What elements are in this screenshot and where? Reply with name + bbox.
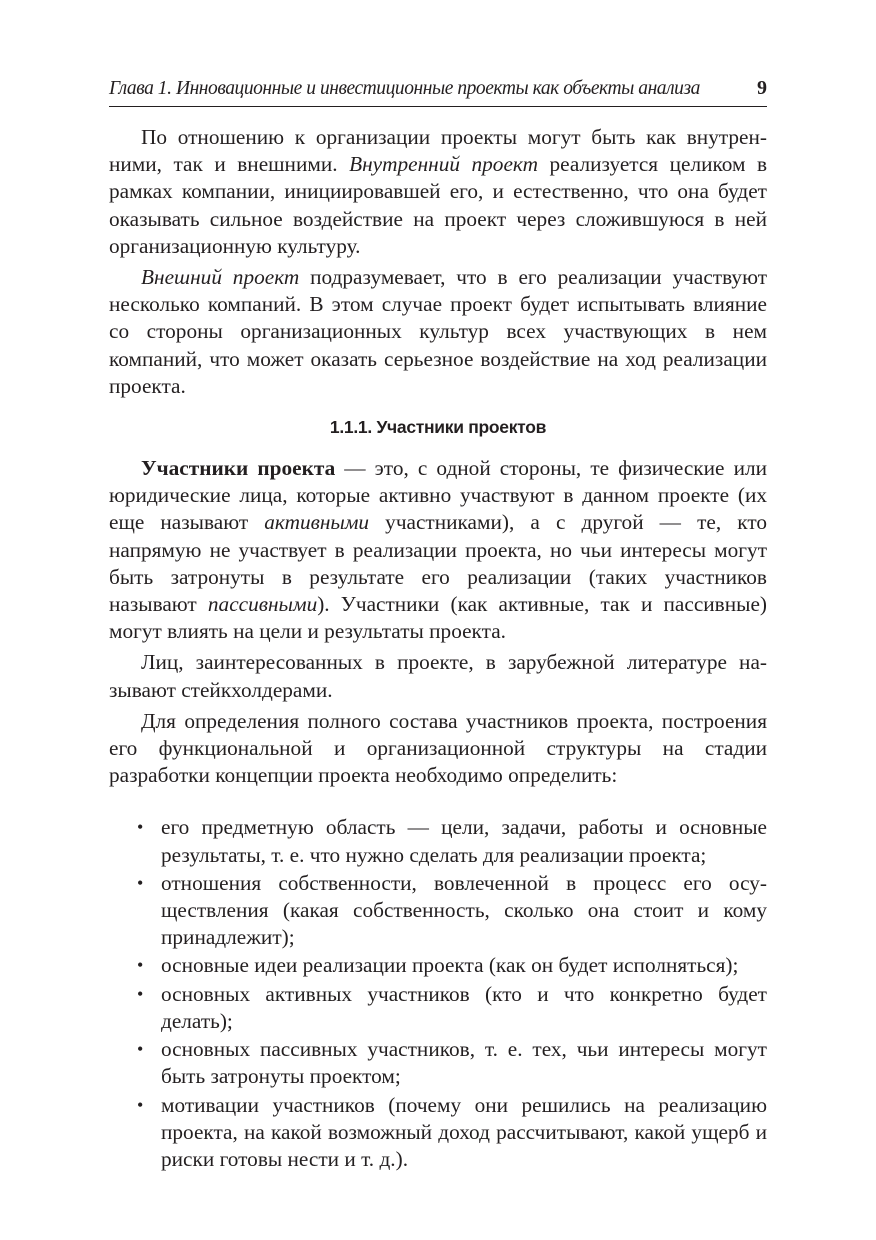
paragraph-text: ). Участники (как активные, так и пассивные) могут влиять на цели и результаты проекта. (109, 592, 767, 644)
list-item-text: мотивации участников (почему они решились на реализацию проекта, на какой возможный доход рассчитывают, какой ущерб и риски готовы нести и т. д.). (161, 1092, 767, 1171)
paragraph-text: участниками), а с другой — те, кто напрямую не участвует в реализации проекта, но чьи интересы могут быть затронуты в результате его реализации (таких участников называют (109, 510, 767, 617)
paragraph-external-project (109, 264, 767, 400)
bullet-icon: • (137, 817, 144, 838)
page-header (109, 76, 767, 107)
list-item (109, 952, 767, 979)
page-number: 9 (757, 77, 767, 99)
list-item (109, 1092, 767, 1174)
list-item (109, 1036, 767, 1090)
running-header-title: Глава 1. Инновационные и инвестиционные проекты как объекты анализа (109, 78, 700, 99)
paragraph-text: По отношению к организации проекты могут быть как внутренними, так и внешними. (109, 125, 767, 177)
page-body (109, 124, 767, 1174)
bullet-icon: • (137, 1094, 144, 1115)
list-item-text: основных пассивных участников, т. е. тех, чьи интересы могут быть затронуты проектом; (161, 1037, 767, 1089)
term-passive: пассивными (207, 592, 318, 617)
term-project-participants: Участники проекта (141, 456, 336, 481)
paragraph-internal-external (109, 124, 767, 260)
bullet-icon: • (137, 983, 144, 1004)
list-item-text: основные идеи реализации проекта (как он будет исполняться); (161, 953, 739, 978)
paragraph-text: — это, с одной стороны, те физические или юридические лица, которые активно участвуют в данном проекте (их еще называют (109, 456, 767, 535)
term-active: активными (264, 510, 370, 535)
term-internal-project: Внутренний проект (349, 152, 538, 177)
bullet-list (109, 814, 767, 1173)
bullet-icon: • (137, 1039, 144, 1060)
list-item (109, 870, 767, 952)
bullet-icon: • (137, 955, 144, 976)
list-item (109, 981, 767, 1035)
paragraph-text: реализуется целиком в рамках компании, инициировавшей его, и естественно, что она будет оказывать сильное воздействие на проект через сложившуюся в ней организационную культуру. (109, 152, 768, 258)
paragraph-participants-definition (109, 455, 767, 645)
list-item-text: отношения собственности, вовлеченной в процесс его осуществления (какая собственность, сколько она стоит и кому принадлежит); (161, 870, 767, 950)
list-item-text: основных активных участников (кто и что конкретно будет делать); (161, 981, 767, 1033)
bullet-icon: • (137, 872, 144, 893)
paragraph-stakeholders: Лиц, заинтересованных в проекте, в зарубежной литературе называют стейкхолдерами. (109, 650, 767, 702)
term-external-project: Внешний проект (141, 265, 300, 290)
list-item (109, 814, 767, 868)
section-heading: 1.1.1. Участники проектов (329, 417, 547, 438)
paragraph-determine: Для определения полного состава участников проекта, построения его функциональной и организационной структуры на стадии разработки концепции проекта необходимо определить: (109, 708, 767, 788)
paragraph-text: подразумевает, что в его реализации участвуют несколько компаний. В этом случае проект будет испытывать влияние со стороны организационных культур всех участвующих в нем компаний, что может оказать серьезное воздействие на ход реализации проекта. (109, 265, 768, 398)
list-item-text: его предметную область — цели, задачи, работы и основные результаты, т. е. что нужно сделать для реализации проекта; (161, 815, 767, 867)
